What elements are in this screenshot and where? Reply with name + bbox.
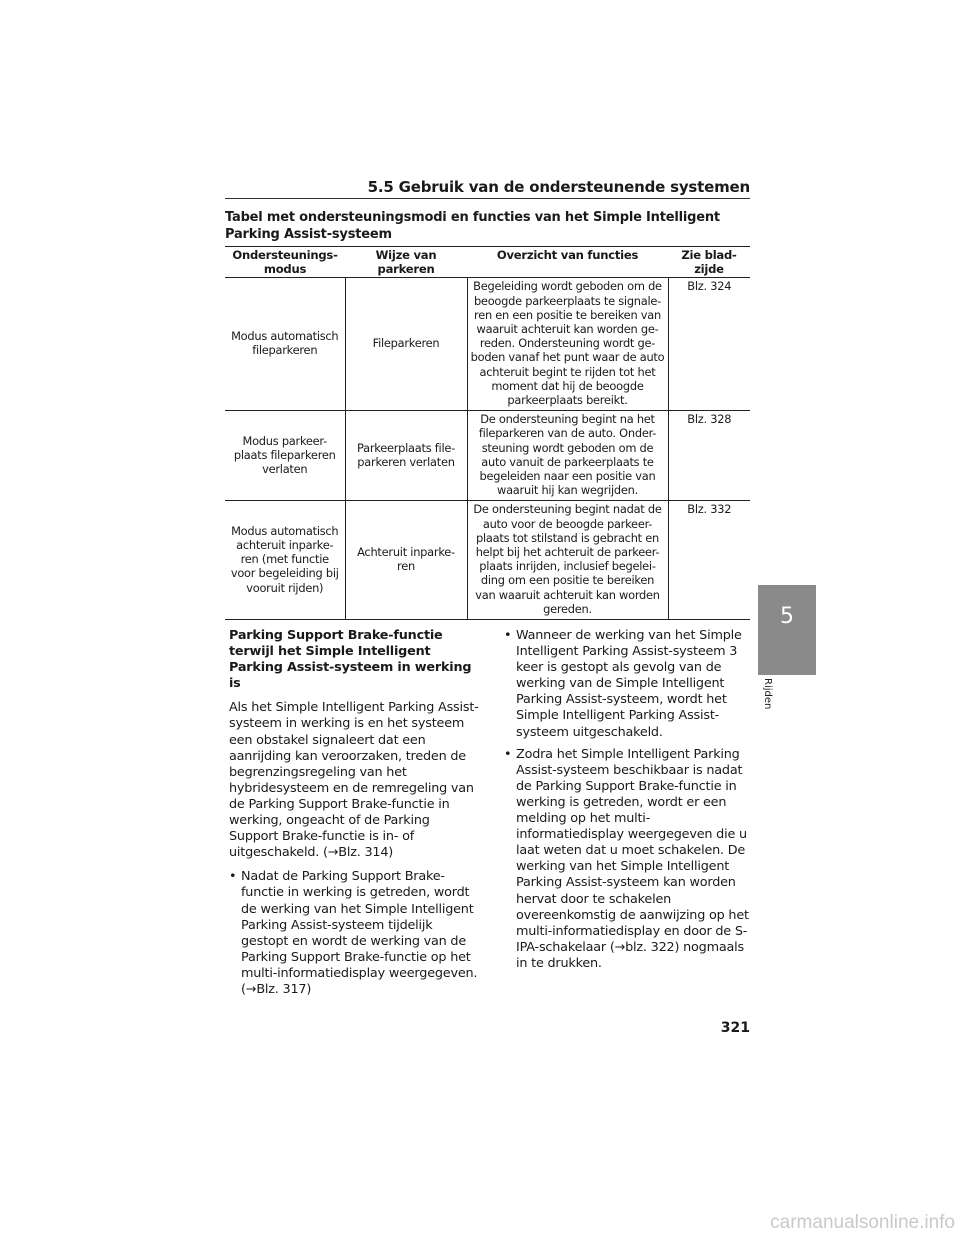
section-header: 5.5 Gebruik van de ondersteunende systemen <box>367 178 750 196</box>
bullet-item <box>504 747 750 972</box>
col-header-overview: Overzicht van functies <box>467 247 668 278</box>
col-header-parking: Wijze van parkeren <box>345 247 467 278</box>
watermark: carmanualsonline.info <box>770 1212 955 1233</box>
chapter-number: 5 <box>780 604 794 629</box>
body-paragraph: Als het Simple Intelligent Parking Assist-systeem in werking is en het systeem een obstakel signaleert dat een aanrijding kan veroorzaken, treden de begrenzingsregeling van het hybridesysteem en de remregeling van de Parking Support Brake-functie in werking, ongeacht of de Parking Support Brake-functie is in- of uitgeschakeld. (→Blz. 314) <box>229 700 479 861</box>
right-column <box>504 628 750 978</box>
cell-mode: Modus automatisch achteruit inparke-ren (met functie voor begeleiding bij vooruit rijden) <box>225 501 345 620</box>
chapter-label <box>760 678 784 728</box>
cell-page: Blz. 328 <box>668 411 750 501</box>
bullet-marker: • <box>229 869 237 885</box>
table-header-row <box>225 247 750 278</box>
cell-page: Blz. 324 <box>668 278 750 411</box>
header-divider <box>225 198 750 199</box>
bullet-marker: • <box>504 628 512 643</box>
cell-mode: Modus parkeer-plaats fileparkeren verlaten <box>225 411 345 501</box>
col-header-mode: Ondersteunings-modus <box>225 247 345 278</box>
assist-modes-table <box>225 246 750 620</box>
bullet-item <box>229 869 479 998</box>
page-number: 321 <box>720 1020 750 1036</box>
table-row <box>225 501 750 620</box>
section-heading: Parking Support Brake-functie terwijl het Simple Intelligent Parking Assist-systeem in werking is <box>229 628 472 692</box>
table-row <box>225 411 750 501</box>
cell-overview: Begeleiding wordt geboden om de beoogde parkeerplaats te signale-ren en een positie te bereiken van waaruit achteruit kan worden ge-reden. Ondersteuning wordt ge-boden vanaf het punt waar de auto achteruit begint te rijden tot het moment dat hij de beoogde parkeerplaats bereikt. <box>467 278 668 411</box>
bullet-text: Zodra het Simple Intelligent Parking Assist-systeem beschikbaar is nadat de Parking Support Brake-functie in werking is getreden, wordt er een melding op het multi-informatiedisplay weergegeven die u laat weten dat u moet schakelen. De werking van het Simple Intelligent Parking Assist-systeem kan worden hervat door te schakelen overeenkomstig de aanwijzing op het multi-informatiedisplay en door de S-IPA-schakelaar (→blz. 322) nogmaals in te drukken. <box>516 746 749 971</box>
bullet-text: Nadat de Parking Support Brake-functie in werking is getreden, wordt de werking van het Simple Intelligent Parking Assist-systeem tijdelijk gestopt en wordt de werking van de Parking Support Brake-functie op het multi-informatiedisplay weergegeven. (→Blz. 317) <box>241 869 478 997</box>
left-column <box>229 628 479 1004</box>
cell-parking: Parkeerplaats file-parkeren verlaten <box>345 411 467 501</box>
cell-parking: Fileparkeren <box>345 278 467 411</box>
col-header-page: Zie blad-zijde <box>668 247 750 278</box>
bullet-item <box>504 628 750 741</box>
cell-overview: De ondersteuning begint nadat de auto voor de beoogde parkeer-plaats tot stilstand is gebracht en helpt bij het achteruit de parkeer-plaats inrijden, inclusief begelei-ding om een positie te bereiken van waaruit achteruit kan worden gereden. <box>467 501 668 620</box>
bullet-text: Wanneer de werking van het Simple Intelligent Parking Assist-systeem 3 keer is gestopt als gevolg van de werking van de Simple Intelligent Parking Assist-systeem, wordt het Simple Intelligent Parking Assist-systeem uitgeschakeld. <box>516 628 742 740</box>
chapter-tab <box>758 585 816 675</box>
cell-overview: De ondersteuning begint na het fileparkeren van de auto. Onder-steuning wordt geboden om de auto vanuit de parkeerplaats te begeleiden naar een positie van waaruit hij kan wegrijden. <box>467 411 668 501</box>
cell-parking: Achteruit inparke-ren <box>345 501 467 620</box>
table-row <box>225 278 750 411</box>
cell-page: Blz. 332 <box>668 501 750 620</box>
chapter-label-text: Rijden <box>762 678 773 710</box>
table-title: Tabel met ondersteuningsmodi en functies van het Simple Intelligent Parking Assist-systeem <box>225 210 720 242</box>
bullet-marker: • <box>504 746 512 762</box>
cell-mode: Modus automatisch fileparkeren <box>225 278 345 411</box>
